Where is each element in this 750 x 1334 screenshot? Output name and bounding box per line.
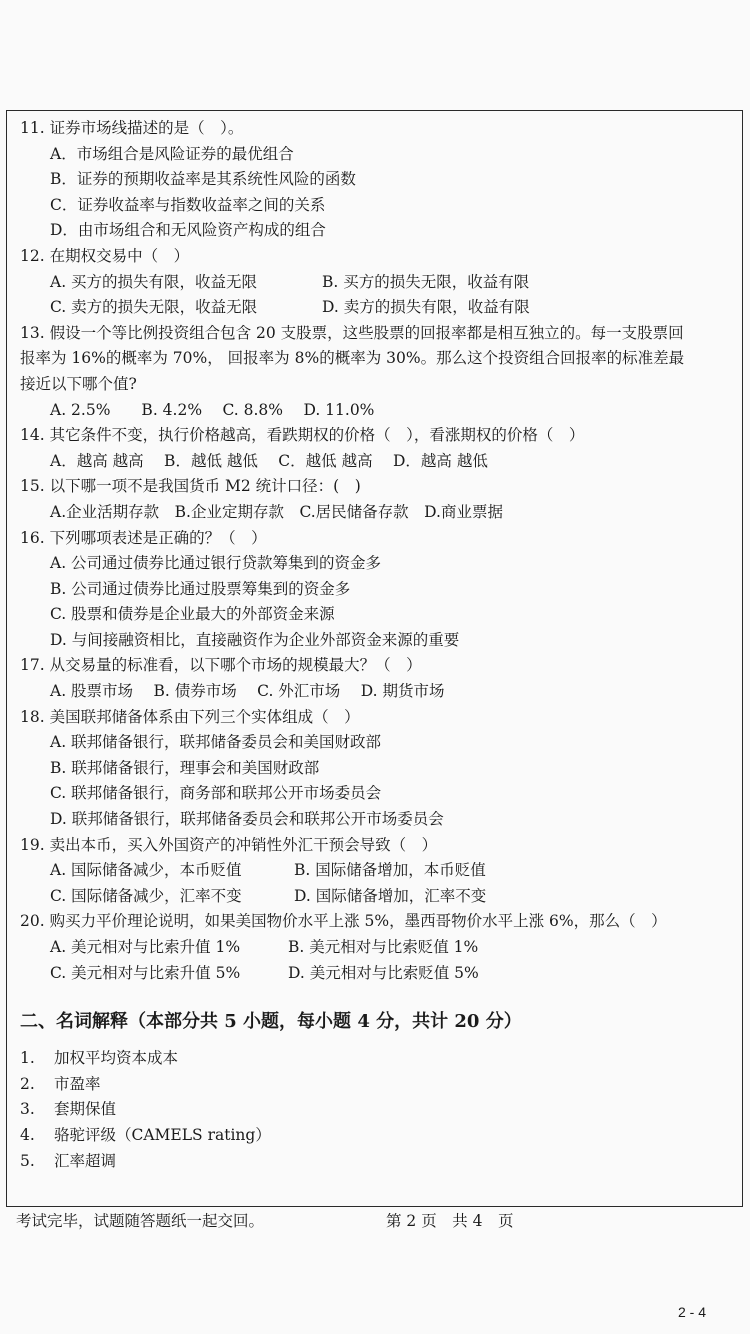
page-number: 2 - 4 (677, 1304, 706, 1320)
question (12, 705, 738, 833)
answer-option-row (12, 884, 738, 910)
term-list (12, 1046, 738, 1174)
answer-option: C．证券收益率与指数收益率之间的关系 (50, 195, 326, 214)
term-item (12, 1149, 738, 1175)
term-text: 骆驼评级（CAMELS rating） (54, 1125, 271, 1144)
question-stem-continued: 接近以下哪个值? (20, 374, 137, 393)
term-number: 4. (20, 1125, 35, 1144)
answer-option: C. 卖方的损失无限，收益无限 (50, 298, 258, 317)
question-stem: 20. 购买力平价理论说明，如果美国物价水平上涨 5%，墨西哥物价水平上涨 6%，那么（ ） (20, 912, 667, 931)
question-stem: 15. 以下哪一项不是我国货币 M2 统计口径：( ) (20, 477, 361, 496)
answer-option: D. 美元相对与比索贬值 5% (288, 963, 479, 982)
term-text: 市盈率 (54, 1074, 101, 1093)
answer-option: A. 联邦储备银行，联邦储备委员会和美国财政部 (50, 733, 382, 752)
question-stem: 11. 证券市场线描述的是（ ）。 (20, 119, 244, 137)
answer-options-inline: A. 2.5% B. 4.2% C. 8.8% D. 11.0% (50, 400, 375, 419)
footer-page-info: 第 2 页 共 4 页 (386, 1212, 514, 1230)
answer-option: B. 公司通过债券比通过股票筹集到的资金多 (50, 579, 351, 598)
section-title: 二、名词解释（本部分共 5 小题，每小题 4 分，共计 20 分） (20, 1011, 522, 1033)
question (12, 423, 738, 474)
term-text: 套期保值 (54, 1100, 117, 1119)
question-stem: 18. 美国联邦储备体系由下列三个实体组成（ ） (20, 707, 360, 726)
answer-option: A. 美元相对与比索升值 1% (50, 938, 241, 956)
answer-option: A. 买方的损失有限，收益无限 (50, 272, 258, 291)
answer-option: A. 国际储备减少，本币贬值 (50, 861, 242, 880)
answer-option-row (12, 270, 738, 296)
question-stem-continued: 报率为 16%的概率为 70%， 回报率为 8%的概率为 30%。那么这个投资组合回报率的标准差最 (20, 349, 685, 368)
question-list (12, 116, 738, 986)
question (12, 474, 738, 525)
answer-options-inline: A. 股票市场 B. 债券市场 C. 外汇市场 D. 期货市场 (50, 682, 445, 701)
term-item (12, 1123, 738, 1149)
question (12, 653, 738, 704)
term-item (12, 1072, 738, 1098)
term-item (12, 1046, 738, 1072)
answer-option: B. 国际储备增加，本币贬值 (294, 861, 486, 880)
term-number: 1. (20, 1049, 35, 1068)
question (12, 833, 738, 910)
footer (16, 1208, 736, 1234)
question-stem: 16. 下列哪项表述是正确的？（ ） (20, 528, 267, 547)
term-number: 2. (20, 1074, 35, 1093)
answer-option: C. 国际储备减少，汇率不变 (50, 886, 242, 905)
question (12, 244, 738, 321)
answer-option: B. 联邦储备银行，理事会和美国财政部 (50, 758, 320, 777)
answer-option: D. 国际储备增加，汇率不变 (294, 886, 487, 905)
answer-option: D．由市场组合和无风险资产构成的组合 (50, 221, 326, 240)
term-number: 3. (20, 1100, 35, 1119)
term-item (12, 1097, 738, 1123)
answer-options-inline: A.企业活期存款 B.企业定期存款 C.居民储备存款 D.商业票据 (50, 502, 503, 521)
term-text: 加权平均资本成本 (54, 1049, 179, 1068)
answer-option: A. 公司通过债券比通过银行贷款筹集到的资金多 (50, 554, 382, 573)
question-stem: 13. 假设一个等比例投资组合包含 20 支股票，这些股票的回报率都是相互独立的。每一支股票回 (20, 323, 684, 342)
answer-option-row (12, 858, 738, 884)
term-text: 汇率超调 (54, 1151, 117, 1170)
footer-note: 考试完毕，试题随答题纸一起交回。 (16, 1212, 265, 1230)
answer-option: C. 股票和债券是企业最大的外部资金来源 (50, 605, 335, 624)
question (12, 321, 738, 423)
answer-option: B. 买方的损失无限，收益有限 (322, 272, 530, 291)
answer-option: C. 联邦储备银行，商务部和联邦公开市场委员会 (50, 784, 382, 803)
exam-content (12, 116, 738, 1174)
answer-options-inline: A．越高 越高 B．越低 越低 C．越低 越高 D．越高 越低 (50, 451, 488, 470)
answer-option: D. 与间接融资相比，直接融资作为企业外部资金来源的重要 (50, 630, 460, 649)
question (12, 526, 738, 654)
answer-option: B．证券的预期收益率是其系统性风险的函数 (50, 170, 356, 189)
question-stem: 19. 卖出本币，买入外国资产的冲销性外汇干预会导致（ ） (20, 835, 438, 854)
question-stem: 14. 其它条件不变，执行价格越高，看跌期权的价格（ ），看涨期权的价格（ ） (20, 426, 585, 445)
question-stem: 12. 在期权交易中（ ） (20, 246, 190, 265)
question (12, 116, 738, 244)
answer-option: D. 卖方的损失有限，收益有限 (322, 298, 530, 317)
term-number: 5. (20, 1151, 35, 1170)
answer-option: B. 美元相对与比索贬值 1% (288, 938, 479, 956)
question (12, 909, 738, 986)
answer-option-row (12, 295, 738, 321)
answer-option-row (12, 935, 738, 961)
answer-option-row (12, 961, 738, 987)
answer-option: D. 联邦储备银行，联邦储备委员会和联邦公开市场委员会 (50, 810, 444, 829)
answer-option: A．市场组合是风险证券的最优组合 (50, 144, 294, 163)
answer-option: C. 美元相对与比索升值 5% (50, 963, 241, 982)
question-stem: 17. 从交易量的标准看，以下哪个市场的规模最大？（ ） (20, 656, 422, 675)
